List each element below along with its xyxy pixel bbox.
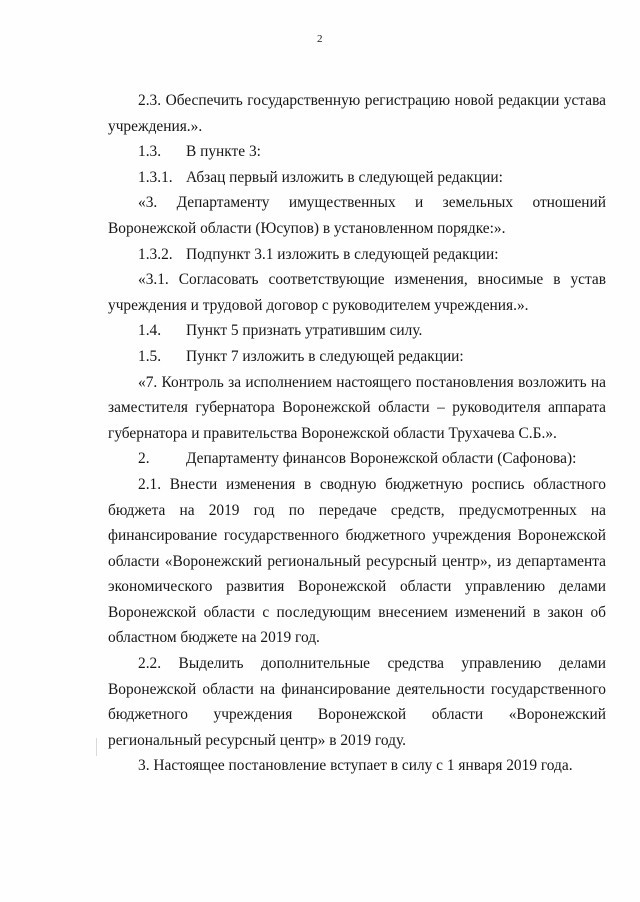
paragraph-1-4	[108, 318, 606, 344]
paragraph-1-5	[108, 344, 606, 370]
paragraph-number: 1.5.	[138, 347, 162, 365]
document-body	[108, 88, 606, 779]
paragraph-number: 2.	[138, 450, 150, 468]
paragraph-2-1: 2.1. Внести изменения в сводную бюджетную роспись областного бюджета на 2019 год по передаче средств, предусмотренных на финансирование государственного бюджетного учреждения Воронежской области «Воронежский региональный ресурсный центр», из департамента экономического развития Воронежской области управлению делами Воронежской области с последующим внесением изменений в закон об областном бюджете на 2019 год.	[108, 475, 606, 647]
paragraph-2	[108, 446, 606, 472]
paragraph-text: Департаменту финансов Воронежской области (Сафонова):	[186, 450, 577, 468]
paragraph-number: 1.3.	[138, 143, 162, 161]
paragraph-number: 1.3.2.	[138, 245, 173, 263]
paragraph-2-2: 2.2. Выделить дополнительные средства управлению делами Воронежской области на финансирование деятельности государственного бюджетного учреждения Воронежской области «Воронежский региональный ресурсный центр» в 2019 году.	[108, 655, 606, 749]
paragraph-text: В пункте 3:	[186, 143, 261, 161]
paragraph-number: 1.3.1.	[138, 168, 173, 186]
paragraph-text: Подпункт 3.1 изложить в следующей редакции:	[186, 245, 499, 263]
page-number: 2	[317, 33, 323, 45]
quote-3-line-2: Воронежской области (Юсупов) в установленном порядке:».	[108, 219, 506, 237]
quote-7: «7. Контроль за исполнением настоящего постановления возложить на заместителя губернатора Воронежской области – руководителя аппарата губернатора и правительства Воронежской области Трухачева С.Б.».	[108, 373, 606, 442]
paragraph-3: 3. Настоящее постановление вступает в силу с 1 января 2019 года.	[138, 757, 573, 775]
paragraph-1-3-1	[108, 165, 606, 191]
paragraph-number: 1.4.	[138, 322, 162, 340]
paragraph-1-3	[108, 139, 606, 165]
paragraph-1-3-2	[108, 242, 606, 268]
scan-margin-mark	[96, 738, 97, 756]
paragraph-text: Пункт 5 признать утратившим силу.	[186, 322, 423, 340]
paragraph-text: Пункт 7 изложить в следующей редакции:	[186, 347, 464, 365]
quote-3-line-1: «3. Департаменту имущественных и земельных отношений	[138, 194, 606, 212]
paragraph-2-3: 2.3. Обеспечить государственную регистрацию новой редакции устава учреждения.».	[108, 92, 606, 135]
quote-3-1: «3.1. Согласовать соответствующие изменения, вносимые в устав учреждения и трудовой договор с руководителем учреждения.».	[108, 271, 606, 314]
paragraph-text: Абзац первый изложить в следующей редакции:	[186, 168, 503, 186]
